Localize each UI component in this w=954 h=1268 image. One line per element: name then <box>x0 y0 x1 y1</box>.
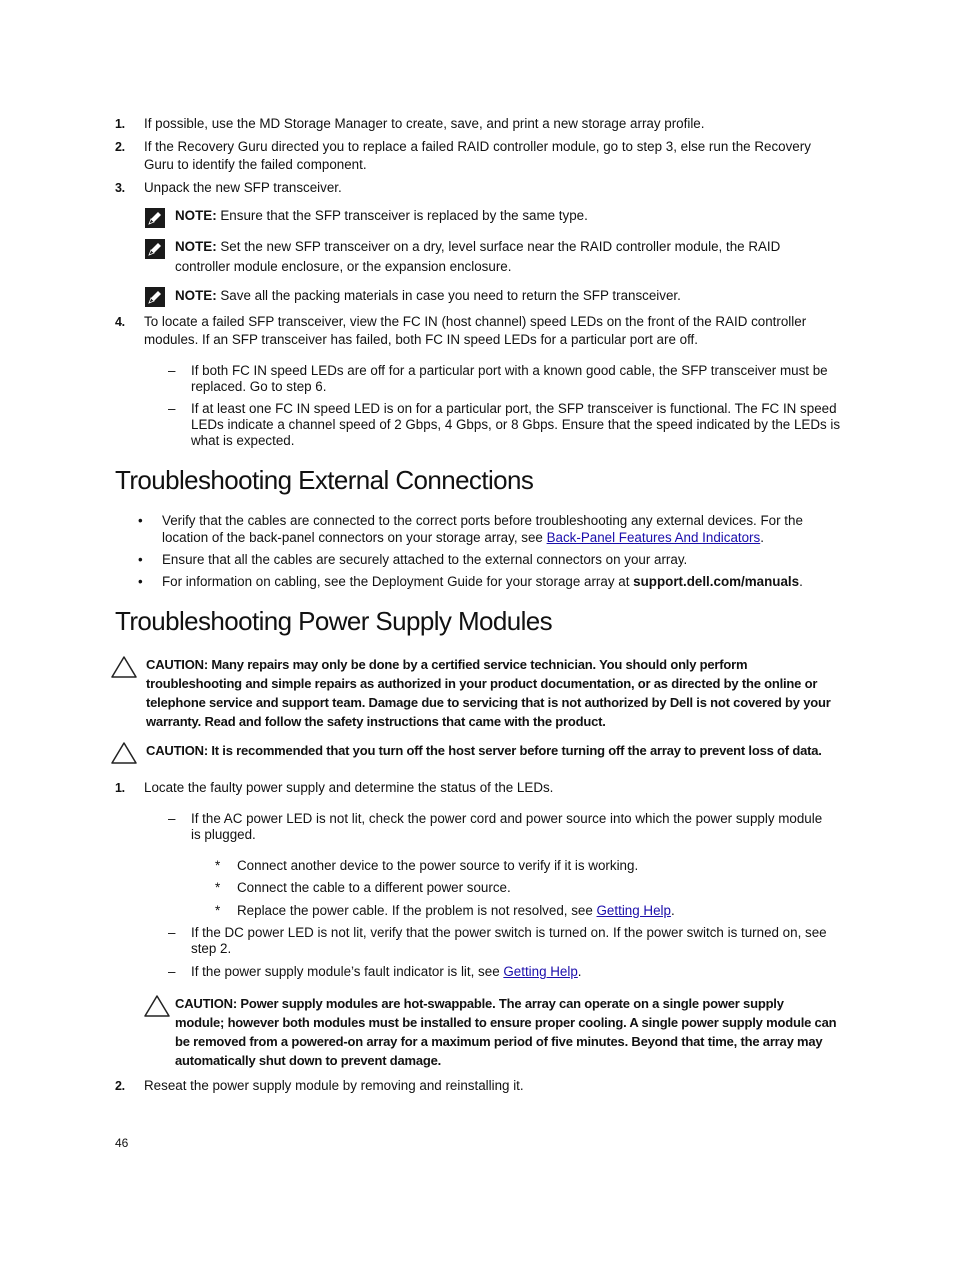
bullet-text: . <box>799 574 803 589</box>
power-step-1-number: 1. <box>115 781 125 795</box>
dash-marker: – <box>168 925 176 940</box>
power-step-2-number: 2. <box>115 1079 125 1093</box>
note-1 <box>175 207 588 224</box>
back-panel-features-link[interactable]: Back-Panel Features And Indicators <box>546 530 761 545</box>
power-sub-2-line2: step 2. <box>191 941 232 956</box>
bullet-1-line2 <box>162 529 764 546</box>
star-item-1: Connect another device to the power source to verify if it is working. <box>237 858 639 873</box>
caution-1-line3: telephone service and support team. Damage due to servicing that is not authorized by Dell is not covered by your <box>146 695 831 710</box>
power-sub-2-line1: If the DC power LED is not lit, verify that the power switch is turned on. If the power switch is turned on, see <box>191 925 827 940</box>
bullet-dot: • <box>138 513 143 528</box>
star-marker: * <box>215 858 221 873</box>
power-sub-3 <box>191 963 582 980</box>
note-pencil-icon <box>145 239 165 259</box>
bullet-dot: • <box>138 574 143 589</box>
note-text: Set the new SFP transceiver on a dry, level surface near the RAID controller module, the RAID <box>216 239 781 254</box>
step-1-text: If possible, use the MD Storage Manager to create, save, and print a new storage array profile. <box>144 116 705 131</box>
step-1-number: 1. <box>115 117 125 131</box>
bullet-dot: • <box>138 552 143 567</box>
step-4-text-line1: To locate a failed SFP transceiver, view the FC IN (host channel) speed LEDs on the front of the RAID controller <box>144 314 807 329</box>
bullet-2: Ensure that all the cables are securely attached to the external connectors on your array. <box>162 552 688 567</box>
step-2-number: 2. <box>115 140 125 154</box>
note-2-line1 <box>175 238 780 255</box>
star-marker: * <box>215 880 221 895</box>
note-label: NOTE: <box>175 288 217 303</box>
step-4-sub-1-line2: replaced. Go to step 6. <box>191 379 327 394</box>
step-2-text-line1: If the Recovery Guru directed you to replace a failed RAID controller module, go to step 3, else run the Recovery <box>144 139 811 154</box>
caution-3-line2: module; however both modules must be installed to ensure proper cooling. A single power supply module can <box>175 1015 837 1030</box>
star-text: Replace the power cable. If the problem is not resolved, see <box>237 903 597 918</box>
sub-text: If the power supply module’s fault indicator is lit, see <box>191 964 504 979</box>
caution-triangle-icon <box>111 655 137 679</box>
bullet-text: . <box>760 530 764 545</box>
caution-1-line2: troubleshooting and simple repairs as authorized in your product documentation, or as directed by the online or <box>146 676 818 691</box>
note-label: NOTE: <box>175 239 217 254</box>
caution-1-line4: warranty. Read and follow the safety instructions that came with the product. <box>146 714 606 729</box>
bullet-text: location of the back-panel connectors on your storage array, see <box>162 530 547 545</box>
dash-marker: – <box>168 363 176 378</box>
caution-2: CAUTION: It is recommended that you turn off the host server before turning off the array to prevent loss of data. <box>146 743 822 758</box>
note-text: Ensure that the SFP transceiver is replaced by the same type. <box>216 208 588 223</box>
dash-marker: – <box>168 964 176 979</box>
bullet-1-line1: Verify that the cables are connected to the correct ports before troubleshooting any external devices. For the <box>162 513 803 528</box>
step-3-text: Unpack the new SFP transceiver. <box>144 180 342 195</box>
caution-3-line1: CAUTION: Power supply modules are hot-swappable. The array can operate on a single power supply <box>175 996 784 1011</box>
step-3-number: 3. <box>115 181 125 195</box>
step-4-sub-2-line1: If at least one FC IN speed LED is on for a particular port, the SFP transceiver is functional. The FC IN speed <box>191 401 837 416</box>
star-item-3 <box>237 902 675 919</box>
caution-1-line1: CAUTION: Many repairs may only be done by a certified service technician. You should only perform <box>146 657 748 672</box>
page-number: 46 <box>115 1136 129 1150</box>
bullet-text: For information on cabling, see the Deployment Guide for your storage array at <box>162 574 634 589</box>
star-item-2: Connect the cable to a different power source. <box>237 880 511 895</box>
step-4-sub-2-line3: what is expected. <box>191 433 295 448</box>
getting-help-link[interactable]: Getting Help <box>596 903 671 918</box>
caution-triangle-icon <box>144 994 170 1018</box>
sub-text: . <box>577 964 582 979</box>
dash-marker: – <box>168 811 176 826</box>
step-4-text-line2: modules. If an SFP transceiver has failed, both FC IN speed LEDs for a particular port are off. <box>144 332 698 347</box>
note-3 <box>175 287 681 304</box>
note-pencil-icon <box>145 208 165 228</box>
star-marker: * <box>215 903 221 918</box>
caution-3-line4: automatically shut down to prevent damage. <box>175 1053 442 1068</box>
star-text: . <box>670 903 675 918</box>
caution-3-line3: be removed from a powered-on array for a maximum period of five minutes. Beyond that time, the array may <box>175 1034 823 1049</box>
support-url: support.dell.com/manuals <box>633 574 800 589</box>
step-4-sub-2-line2: LEDs indicate a channel speed of 2 Gbps, 4 Gbps, or 8 Gbps. Ensure that the speed indicated by the LEDs is <box>191 417 841 432</box>
step-4-sub-1-line1: If both FC IN speed LEDs are off for a particular port with a known good cable, the SFP transceiver must be <box>191 363 828 378</box>
bullet-3 <box>162 573 803 590</box>
note-text: Save all the packing materials in case you need to return the SFP transceiver. <box>216 288 681 303</box>
getting-help-link[interactable]: Getting Help <box>503 964 578 979</box>
note-pencil-icon <box>145 287 165 307</box>
note-2-line2: controller module enclosure, or the expansion enclosure. <box>175 259 512 274</box>
power-step-1-text: Locate the faulty power supply and determine the status of the LEDs. <box>144 780 554 795</box>
step-2-text-line2: Guru to identify the failed component. <box>144 157 367 172</box>
power-step-2-text: Reseat the power supply module by removing and reinstalling it. <box>144 1078 524 1093</box>
step-4-number: 4. <box>115 315 125 329</box>
section-heading-power-supply: Troubleshooting Power Supply Modules <box>115 606 553 636</box>
note-label: NOTE: <box>175 208 217 223</box>
power-sub-1-line1: If the AC power LED is not lit, check the power cord and power source into which the power supply module <box>191 811 823 826</box>
power-sub-1-line2: is plugged. <box>191 827 256 842</box>
section-heading-external-connections: Troubleshooting External Connections <box>115 465 534 495</box>
caution-triangle-icon <box>111 741 137 765</box>
dash-marker: – <box>168 401 176 416</box>
